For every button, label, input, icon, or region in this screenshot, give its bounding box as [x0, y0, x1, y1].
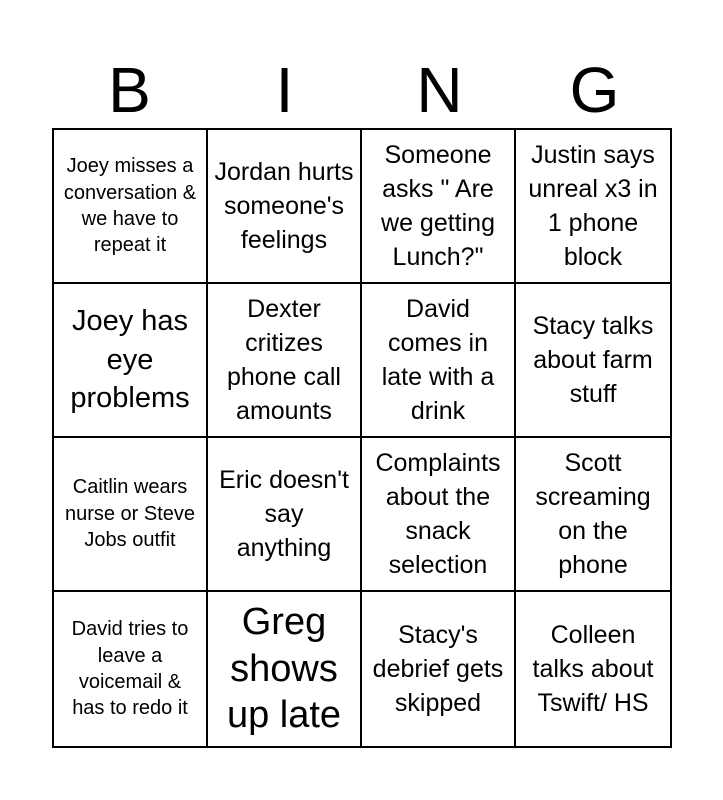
- bingo-cell[interactable]: [516, 130, 670, 284]
- bingo-cell-text: Dexter critizes phone call amounts: [227, 295, 341, 425]
- bingo-cell-text: Stacy talks about farm stuff: [532, 312, 654, 408]
- bingo-cell-text: David tries to leave a voicemail & has to redo it: [71, 618, 189, 720]
- bingo-cell[interactable]: [54, 130, 208, 284]
- bingo-cell[interactable]: [208, 438, 362, 592]
- bingo-cell[interactable]: [362, 438, 516, 592]
- bingo-cell[interactable]: [516, 592, 670, 746]
- bingo-cell-text: Stacy's debrief gets skipped: [372, 621, 504, 717]
- bingo-cell[interactable]: [54, 592, 208, 746]
- bingo-cell[interactable]: [516, 284, 670, 438]
- bingo-cell[interactable]: [54, 284, 208, 438]
- bingo-cell-text: David comes in late with a drink: [381, 295, 495, 425]
- bingo-cell-text: Joey has eye problems: [70, 304, 190, 415]
- bingo-cell-text: Justin says unreal x3 in 1 phone block: [528, 141, 658, 271]
- bingo-cell-text: Someone asks " Are we getting Lunch?": [381, 141, 495, 271]
- bingo-cell[interactable]: [362, 130, 516, 284]
- bingo-cell[interactable]: [362, 284, 516, 438]
- bingo-board: [52, 128, 672, 748]
- header-letter-g: G: [569, 54, 620, 126]
- bingo-header: [52, 52, 672, 128]
- bingo-cell[interactable]: [54, 438, 208, 592]
- bingo-cell-text: Greg shows up late: [226, 601, 342, 737]
- bingo-cell-text: Complaints about the snack selection: [375, 449, 501, 579]
- bingo-cell-text: Caitlin wears nurse or Steve Jobs outfit: [64, 476, 196, 552]
- bingo-cell-text: Colleen talks about Tswift/ HS: [532, 621, 654, 717]
- bingo-cell[interactable]: [208, 284, 362, 438]
- bingo-cell[interactable]: [516, 438, 670, 592]
- bingo-cell[interactable]: [362, 592, 516, 746]
- bingo-cell-text: Eric doesn't say anything: [219, 466, 349, 562]
- bingo-cell-text: Joey misses a conversation & we have to repeat it: [63, 155, 197, 257]
- header-letter-b: B: [108, 54, 151, 126]
- bingo-cell[interactable]: [208, 592, 362, 746]
- bingo-cell[interactable]: [208, 130, 362, 284]
- bingo-cell-text: Jordan hurts someone's feelings: [214, 158, 354, 254]
- header-letter-i: I: [275, 54, 294, 126]
- header-letter-n: N: [416, 54, 463, 126]
- bingo-cell-text: Scott screaming on the phone: [535, 449, 651, 579]
